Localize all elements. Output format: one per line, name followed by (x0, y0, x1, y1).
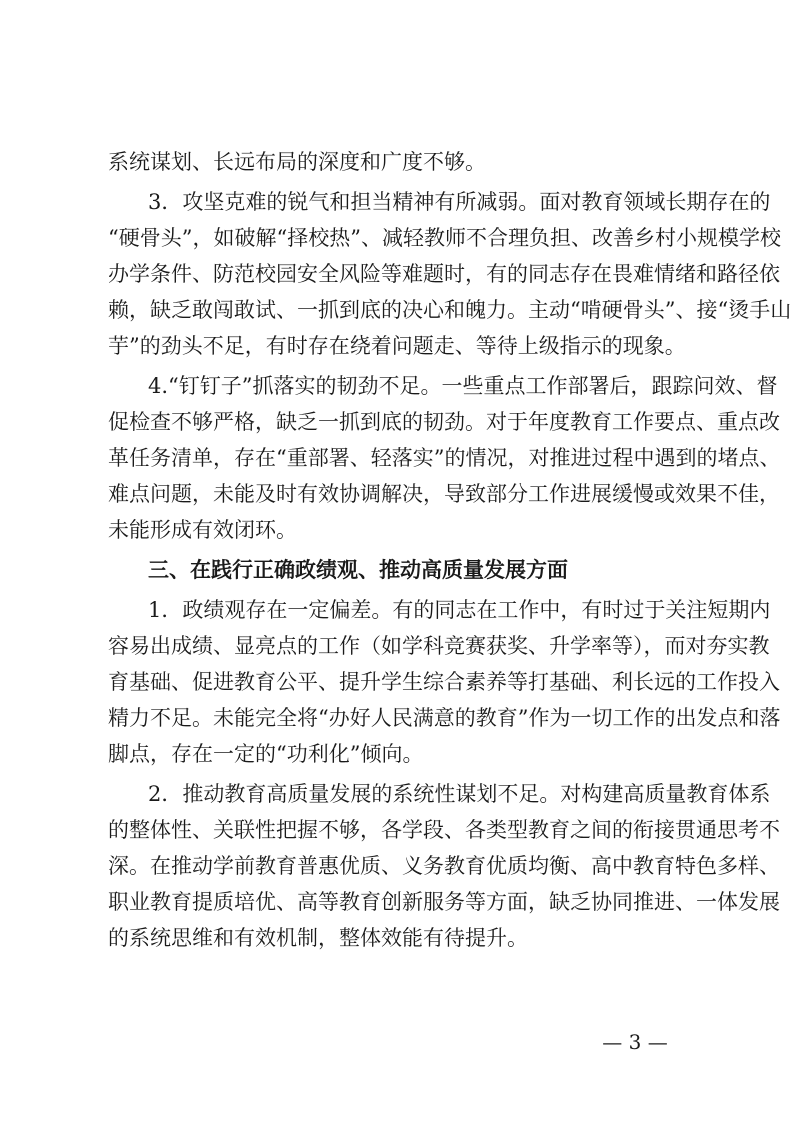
text-line: 1．政绩观存在一定偏差。有的同志在工作中，有时过于关注短期内 (148, 598, 771, 622)
page-number: — 3 — (602, 1030, 668, 1054)
text-line: 赖，缺乏敢闯敢试、一抓到底的决心和魄力。主动“啃硬骨头”、接“烫手山 (108, 298, 792, 322)
text-line: 容易出成绩、显亮点的工作（如学科竞赛获奖、升学率等），而对夯实教 (108, 634, 770, 658)
text-line: 4.“钉钉子”抓落实的韧劲不足。一些重点工作部署后，跟踪问效、督 (148, 374, 778, 398)
section-heading (108, 552, 690, 588)
text-line: 精力不足。未能完全将“办好人民满意的教育”作为一切工作的出发点和落 (108, 706, 781, 730)
text-line: 促检查不够严格，缺乏一抓到底的韧劲。对于年度教育工作要点、重点改 (108, 410, 780, 434)
text-line: 三、在践行正确政绩观、推动高质量发展方面 (148, 558, 568, 582)
text-line: 的整体性、关联性把握不够，各学段、各类型教育之间的衔接贯通思考不 (108, 818, 780, 842)
text-line: 未能形成有效闭环。 (108, 518, 297, 542)
paragraph (108, 776, 780, 956)
paragraph (108, 184, 792, 364)
paragraph (108, 368, 781, 548)
text-line: 深。在推动学前教育普惠优质、义务教育优质均衡、高中教育特色多样、 (108, 854, 780, 878)
text-line: 3．攻坚克难的锐气和担当精神有所减弱。面对教育领域长期存在的 (148, 190, 771, 214)
text-line: 脚点，存在一定的“功利化”倾向。 (108, 742, 424, 766)
text-line: 革任务清单，存在“重部署、轻落实”的情况，对推进过程中遇到的堵点、 (108, 446, 781, 470)
text-line: 2．推动教育高质量发展的系统性谋划不足。对构建高质量教育体系 (148, 782, 771, 806)
document-body (108, 144, 792, 960)
paragraph (108, 144, 690, 180)
text-line: 芋”的劲头不足，有时存在绕着问题走、等待上级指示的现象。 (108, 334, 686, 358)
paragraph (108, 592, 781, 772)
text-line: 办学条件、防范校园安全风险等难题时，有的同志存在畏难情绪和路径依 (108, 262, 780, 286)
text-line: 职业教育提质培优、高等教育创新服务等方面，缺乏协同推进、一体发展 (108, 890, 780, 914)
text-line: 育基础、促进教育公平、提升学生综合素养等打基础、利长远的工作投入 (108, 670, 780, 694)
text-line: 的系统思维和有效机制，整体效能有待提升。 (108, 926, 528, 950)
text-line: 难点问题，未能及时有效协调解决，导致部分工作进展缓慢或效果不佳， (108, 482, 780, 506)
text-line: “硬骨头”，如破解“择校热”、减轻教师不合理负担、改善乡村小规模学校 (108, 226, 781, 250)
text-line: 系统谋划、长远布局的深度和广度不够。 (108, 150, 486, 174)
